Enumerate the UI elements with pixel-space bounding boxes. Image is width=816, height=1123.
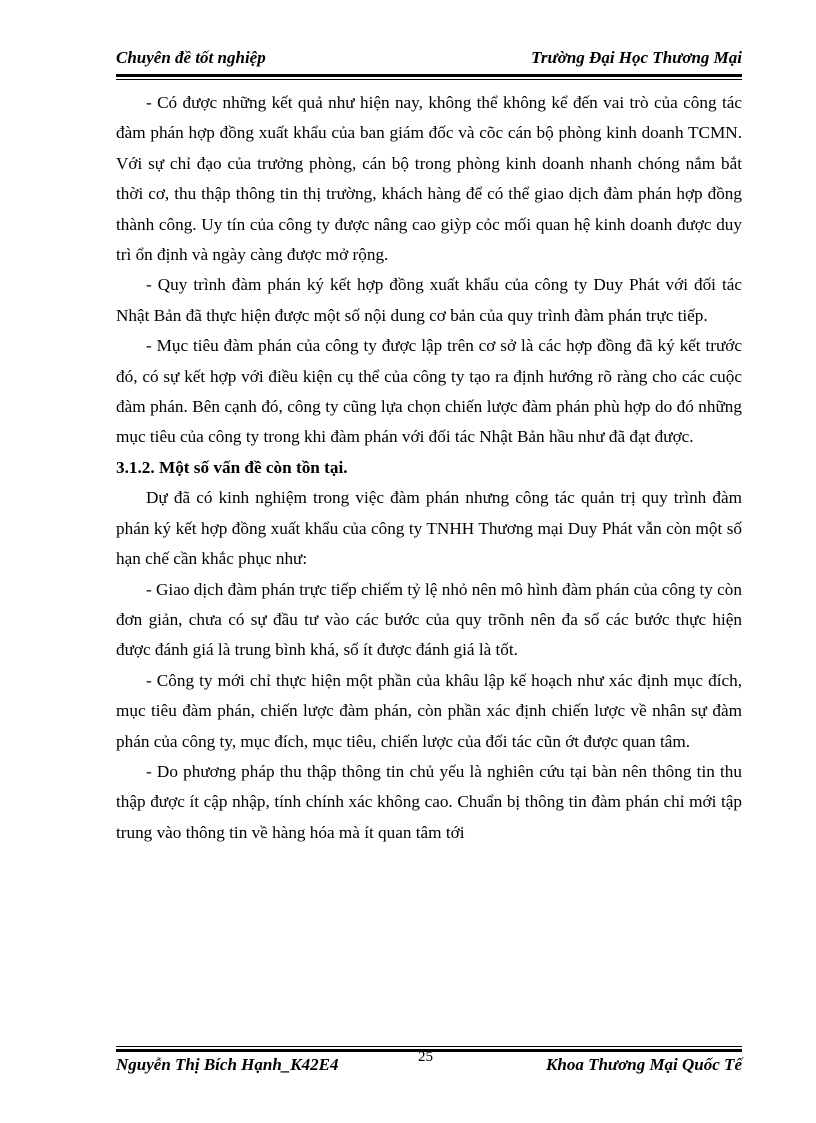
paragraph-direct-negotiation: - Giao dịch đàm phán trực tiếp chiếm tỷ lệ nhỏ nên mô hình đàm phán của công ty còn đơn giản, chưa có sự đầu tư vào các bước của quy trõnh nên đa số các bước thực hiện được đánh giá là trung bình khá, số ít được đánh giá là tốt. [116, 579, 742, 660]
paragraph-process: - Quy trình đàm phán ký kết hợp đồng xuất khẩu của công ty Duy Phát với đối tác Nhật Bản đã thực hiện được một số nội dung cơ bản của quy trình đàm phán trực tiếp. [116, 275, 742, 325]
footer-author: Nguyễn Thị Bích Hạnh_K42E4 [116, 1055, 339, 1074]
paragraph-objectives: - Mục tiêu đàm phán của công ty được lập trên cơ sở là các hợp đồng đã ký kết trước đó, có sự kết hợp với điều kiện cụ thể của công ty tạo ra định hướng rõ ràng cho các cuộc đàm phán. Bên cạnh đó, công ty cũng lựa chọn chiến lược đàm phán phù hợp do đó những mục tiêu của công ty trong khi đàm phán với đối tác Nhật Bản hầu như đã đạt được. [116, 336, 742, 447]
paragraph-information: - Do phương pháp thu thập thông tin chủ yếu là nghiên cứu tại bàn nên thông tin thu thập được ít cập nhập, tính chính xác không cao. Chuẩn bị thông tin đàm phán chỉ mới tập trung vào thông tin về hàng hóa mà ít quan tâm tới [116, 761, 742, 842]
page-footer [116, 1049, 742, 1083]
header-rule-thin [116, 79, 742, 80]
paragraph-limitations-intro: Dự đã có kinh nghiệm trong việc đàm phán nhưng công tác quản trị quy trình đàm phán ký kết hợp đồng xuất khẩu của công ty TNHH Thương mại Duy Phát vẫn còn một số hạn chế cần khắc phục như: [116, 488, 742, 569]
footer-faculty: Khoa Thương Mại Quốc Tế [546, 1055, 742, 1074]
paragraph-achievements: - Có được những kết quả như hiện nay, không thể không kể đến vai trò của công tác đàm phán hợp đồng xuất khẩu của ban giám đốc và cõc cán bộ phòng kinh doanh TCMN. Với sự chỉ đạo của trưởng phòng, cán bộ trong phòng kinh doanh nhanh chóng nắm bắt thời cơ, thu thập thông tin thị trường, khách hàng để có thể giao dịch đàm phán hợp đồng thành công. Uy tín của công ty được nâng cao giỳp cỏc mối quan hệ kinh doanh được duy trì ổn định và ngày càng được mở rộng. [116, 93, 742, 265]
page-body [116, 88, 742, 848]
header-university: Trường Đại Học Thương Mại [531, 48, 742, 67]
footer-rule-thin [116, 1046, 742, 1047]
paragraph-planning: - Công ty mới chỉ thực hiện một phần của khâu lập kế hoạch như xác định mục đích, mục tiêu đàm phán, chiến lược đàm phán, còn phần xác định chiến lược về nhân sự đàm phán của công ty, mục đích, mục tiêu, chiến lược của đối tác cũn ớt được quan tâm. [116, 670, 742, 751]
page-number: 25 [418, 1049, 433, 1065]
header-rule-thick [116, 74, 742, 77]
section-heading: 3.1.2. Một số vấn đề còn tồn tại. [116, 457, 348, 477]
page-header [116, 48, 742, 74]
header-document-type: Chuyên đề tốt nghiệp [116, 48, 266, 67]
